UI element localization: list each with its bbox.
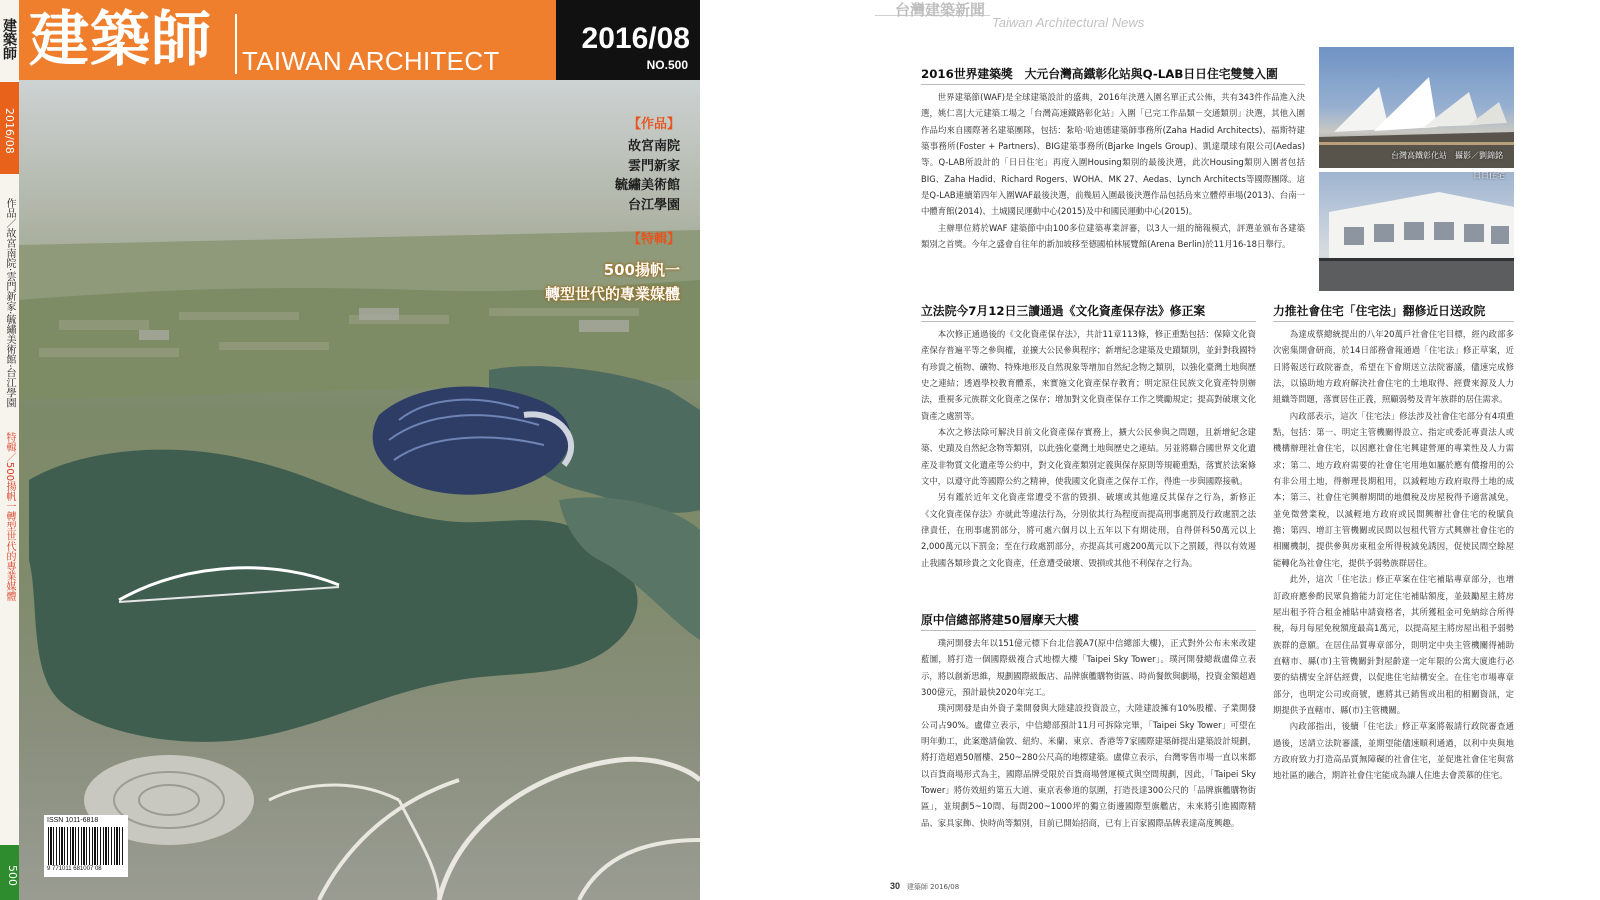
section-header-english: Taiwan Architectural News	[992, 15, 1145, 30]
title-rule	[921, 84, 1305, 85]
article-paragraph: 內政部表示，這次「住宅法」修法涉及社會住宅部分有4項重點，包括：第一、明定主管機關得設立、指定或委託專責法人或機構辦理社會住宅，以因應社會住宅興建營運的專業性及人力需求；第二、地方政府需要的社會住宅用地如屬於應有償撥用的公有非公用土地，得辦理長期租用，以減輕地方政府取得土地的成本；第三、社會住宅興辦期間的地價稅及房屋稅得予適當減免，並免徵營業稅，以減輕地方政府或民間興辦社會住宅的稅賦負擔；第四、增訂主管機關或民間以包租代管方式興辦社會住宅的相關機制，提供參與房東租金所得稅減免誘因，促使民間空餘屋能轉化為社會住宅，提供予弱勢族群居住。	[1273, 410, 1514, 568]
photo-daily-house	[1319, 172, 1514, 291]
photo-caption: 台灣高鐵彰化站 攝影／劉錦銘	[1391, 151, 1503, 160]
barcode-suffix: 08	[94, 866, 102, 872]
issn-text: ISSN 1011-6818	[47, 817, 99, 824]
article-paragraph: 世界建築節(WAF)是全球建築設計的盛典，2016年決選入圍名單正式公佈，共有343件作品進入決選，姚仁喜|大元建築工場之「台灣高速鐵路彰化站」入圍「已完工作品類－交通類別」決選，其他入圍作品均來自國際著名建築團隊，包括：紮哈·哈迪德建築師事務所(Zaha Hadid Architects)、福斯特建築事務所(Foster + Partners)、BIG建築事務所(Bjarke Ingels Group)、凱達環球有限公司(Aedas)等。Q-LAB所設計的「日日住宅」再度入圍Housing類別的最後決選，此次Housing類別入圍者包括BIG、Zaha Hadid、Richard Rogers、WOHA、MK 27、Aedas、Lynch Architects等國際團隊。這是Q-LAB連續第四年入圍WAF最後決選，前幾屆入圍最後決選作品包括烏來立體停車場(2013)、台南一中體育館(2014)、土城國民運動中心(2015)及中和國民運動中心(2015)。	[921, 92, 1305, 217]
title-rule	[921, 321, 1256, 322]
cover-masthead	[19, 0, 556, 80]
article-title: 原中信總部將建50層摩天大樓	[921, 613, 1079, 627]
works-item: 台江學園	[627, 197, 680, 213]
article-body	[921, 89, 1305, 252]
magazine-spine	[0, 0, 19, 900]
magazine-logo: 建築師	[29, 5, 212, 75]
works-item: 故宮南院	[627, 139, 680, 154]
inside-page	[700, 0, 1600, 900]
article-paragraph: 璞河開發去年以151億元標下台北信義A7(原中信總部大樓)，正式對外公布未來改建藍圖，將打造一個國際級複合式地標大樓「Taipei Sky Tower」。璞河開發總裁盧偉立表示，將以創新思維，規劃國際級飯店、品牌旗艦購物街區、時尚餐飲與劇場，投資金額超過300億元，預計最快2020年完工。	[921, 638, 1256, 698]
spine-number: 500	[0, 845, 19, 900]
magazine-cover	[0, 0, 700, 900]
station-illustration	[1319, 47, 1514, 168]
issue-box	[556, 0, 700, 80]
feature-label: 【特輯】	[627, 232, 680, 247]
title-rule	[921, 630, 1256, 631]
page-footer	[890, 880, 959, 893]
aerial-landscape-illustration	[19, 80, 700, 900]
article-paragraph: 本次之修法除可解決目前文化資產保存實務上，擴大公民參與之問題，且新增紀念建築、史蹟及自然紀念物等類別，以此強化臺灣土地與歷史之連結。另並將聯合國世界文化遺產及非物質文化遺產等公約中，對文化資產類別定義與保存原則等規範重點，落實於法案條文中，以遵守此等國際公約之精神，使我國文化資產之保存工作，得進一步與國際接軌。	[921, 427, 1256, 487]
article-paragraph: 璞河開發是由外資子業開發與大陸建設投資設立，大陸建設擁有10%股權、子業開發公司占90%。盧偉立表示，中信總部預計11月可拆除完畢，「Taipei Sky Tower」可望在明年動工，此案邀請倫敦、紐約、米蘭、東京、香港等7家國際建築師提出建築設計規劃，將打造超過50層樓、250~280公尺高的地標建築。盧偉立表示，台灣零售市場一直以來都以百貨商場形式為主，國際品牌受限於百貨商場營運模式與空間規劃，因此，「Taipei Sky Tower」將仿效紐約第五大道、東京表參道的氛圍，打造長達300公尺的「品牌旗艦購物街區」，並規劃5~10間、每間200~1000坪的獨立街邊國際型旗艦店，未來將引進國際精品、家具家飾、快時尚等類別，目前已開始招商，已有上百家國際品牌表達高度興趣。	[921, 703, 1256, 828]
works-label: 【作品】	[627, 117, 680, 132]
works-item: 雲門新家	[627, 158, 680, 174]
spine-feature: 特輯／500揚帆一轉型世代的專業媒體	[4, 432, 15, 602]
article-paragraph: 為達成蔡總統提出的八年20萬戶社會住宅目標，經內政部多次密集開會研商，於14日部務會報通過「住宅法」修正草案，近日將報送行政院審查，希望在下會期送立法院審議，儘速完成修法，以協助地方政府解決社會住宅的土地取得、經費來源及人力組織等問題，落實居住正義，照顧弱勢及青年族群的居住需求。	[1273, 329, 1514, 405]
article-title: 力推社會住宅「住宅法」翻修近日送政院	[1273, 304, 1486, 318]
barcode-digits	[47, 866, 102, 872]
issue-date: 2016/08	[581, 22, 690, 55]
barcode-bars	[48, 827, 124, 865]
house-illustration	[1319, 172, 1514, 291]
spine-works: 作品／故宮南院‧雲門新家‧毓繡美術館‧台江學園	[4, 198, 15, 408]
section-header: 台灣建築新聞	[895, 1, 986, 19]
article-paragraph: 主辦單位將於WAF 建築節中由100多位建築專業評審，以3人一組的簡報模式，評選並頒布各建築類別之首獎。今年之盛會自往年的新加坡移至德國柏林展覽館(Arena Berlin)於11月16-18日舉行。	[921, 222, 1305, 250]
article-title: 立法院今7月12日三讀通過《文化資產保存法》修正案	[921, 304, 1206, 318]
spine-date: 2016/08	[0, 82, 19, 174]
article-waf	[921, 66, 1305, 252]
feature-line: 轉型世代的專業媒體	[544, 285, 680, 303]
magazine-logo-english: TAIWAN ARCHITECT	[242, 46, 500, 76]
logo-divider	[235, 14, 237, 74]
article-paragraph: 本次修正通過後的《文化資產保存法》，共計11章113條，修正重點包括：保障文化資產保存普遍平等之參與權，並擴大公民參與程序；新增紀念建築及史蹟類別，並針對我國特有珍貴之植物、礦物、特殊地形及自然現象等增加自然紀念物之類別，以強化臺灣土地與歷史之連結；透過學校教育體系，來實施文化資產保存教育；明定原住民族文化資產特別辦法，重視多元族群文化資產之保存；增加對文化資產保存工作之獎勵規定；提高對破壞文化資產之處罰等。	[921, 329, 1256, 421]
footer-magazine: 建築師 2016/08	[906, 883, 960, 891]
works-list	[615, 137, 680, 215]
article-paragraph: 此外，這次「住宅法」修正草案在住宅補貼專章部分，也增訂政府應參酌民眾負擔能力訂定住宅補貼額度，並鼓勵屋主將房屋出租予符合租金補貼申請資格者，其所獲租金可免納綜合所得稅，每月每屋免稅額度最高1萬元，以提高屋主將房屋出租予弱勢族群的意願。在居住品質專章部分，則明定中央主管機關得補助直轄市、縣(市)主管機關針對屋齡達一定年限的公寓大廈進行必要的結構安全評估經費，以促進住宅結構安全。在住宅市場專章部分，也明定公司或商號，應將其已銷售或出租的相關資訊，定期提供予直轄市、縣(市)主管機關。	[1273, 574, 1514, 715]
works-item: 毓繡美術館	[614, 178, 680, 193]
article-body	[1273, 326, 1514, 784]
article-housing	[1273, 303, 1514, 784]
title-rule	[1273, 321, 1514, 322]
article-title: 2016世界建築獎 大元台灣高鐵彰化站與Q-LAB日日住宅雙雙入圍	[921, 67, 1278, 81]
article-tower	[921, 612, 1256, 831]
article-heritage	[921, 303, 1256, 571]
issue-number: NO.500	[646, 58, 688, 72]
article-paragraph: 內政部指出，後續「住宅法」修正草案將報請行政院審查通過後，送請立法院審議，並期望能儘速順利通過，以利中央與地方政府致力打造高品質無障礙的社會住宅，並促進社會住宅與當地社區的融合，期許社會住宅能成為讓人住進去會羨慕的住宅。	[1273, 721, 1514, 781]
feature-headline	[545, 258, 680, 306]
feature-line: 500揚帆一	[603, 261, 680, 279]
cover-aerial-photo	[19, 80, 700, 900]
article-body	[921, 635, 1256, 831]
article-body	[921, 326, 1256, 571]
page-number: 30	[890, 881, 901, 891]
barcode	[44, 815, 128, 877]
photo-changhua-station	[1319, 47, 1514, 168]
photo-caption: 日日住宅	[1473, 172, 1505, 180]
spine-title: 建築師	[1, 18, 17, 60]
article-paragraph: 另有鑑於近年文化資產常遭受不當的毀損、破壞或其他違反其保存之行為，新修正《文化資產保存法》亦就此等違法行為，分別依其行為程度而提高刑事處罰及行政處罰之法律責任，在刑事處罰部分，將可處六個月以上五年以下有期徒刑，自得併科50萬元以上2,000萬元以下罰金；至在行政處罰部分，亦提高其可處200萬元以下之罰鍰，得以有效遏止我國各類珍貴之文化資產，任意遭受破壞、毀損或其他不利保存之行為。	[921, 492, 1256, 568]
barcode-number: 9 771011 681007	[47, 866, 94, 872]
